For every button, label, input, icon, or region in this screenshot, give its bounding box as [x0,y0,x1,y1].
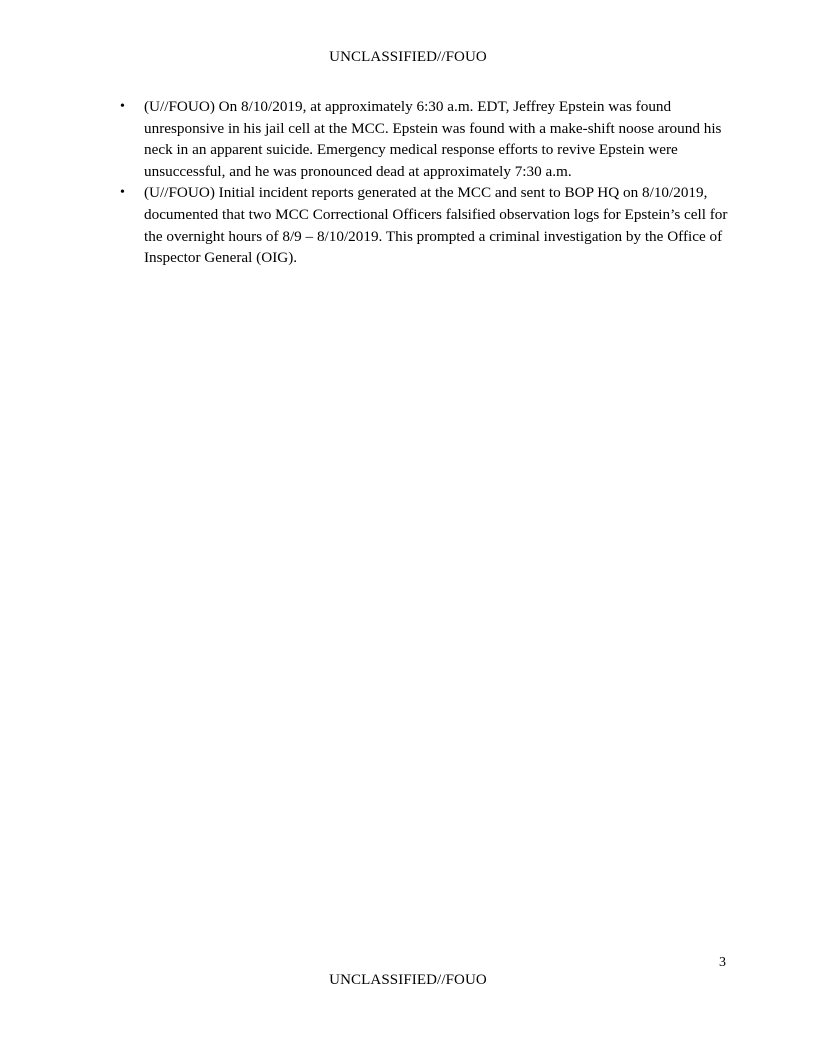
bullet-list [120,96,730,269]
bullet-text: (U//FOUO) On 8/10/2019, at approximately 6:30 a.m. EDT, Jeffrey Epstein was found unresponsive in his jail cell at the MCC. Epstein was found with a make-shift noose around his neck in an apparent suicide. Emergency medical response efforts to revive Epstein were unsuccessful, and he was pronounced dead at approximately 7:30 a.m. [144,98,722,180]
footer-classification-marking: UNCLASSIFIED//FOUO [329,972,487,988]
bullet-dot-icon: • [120,99,125,114]
bullet-item-2 [120,182,730,268]
bullet-dot-icon: • [120,185,125,201]
bullet-text: (U//FOUO) Initial incident reports generated at the MCC and sent to BOP HQ on 8/10/2019, documented that two MCC Correctional Officers falsified observation logs for Epstein’s cell for the overnight hours of 8/9 – 8/10/2019. This prompted a criminal investigation by the Office of Inspector General (OIG). [144,184,728,267]
bullet-item-1 [120,96,730,182]
page-number: 3 [719,955,726,970]
header-classification-marking: UNCLASSIFIED//FOUO [329,49,487,65]
